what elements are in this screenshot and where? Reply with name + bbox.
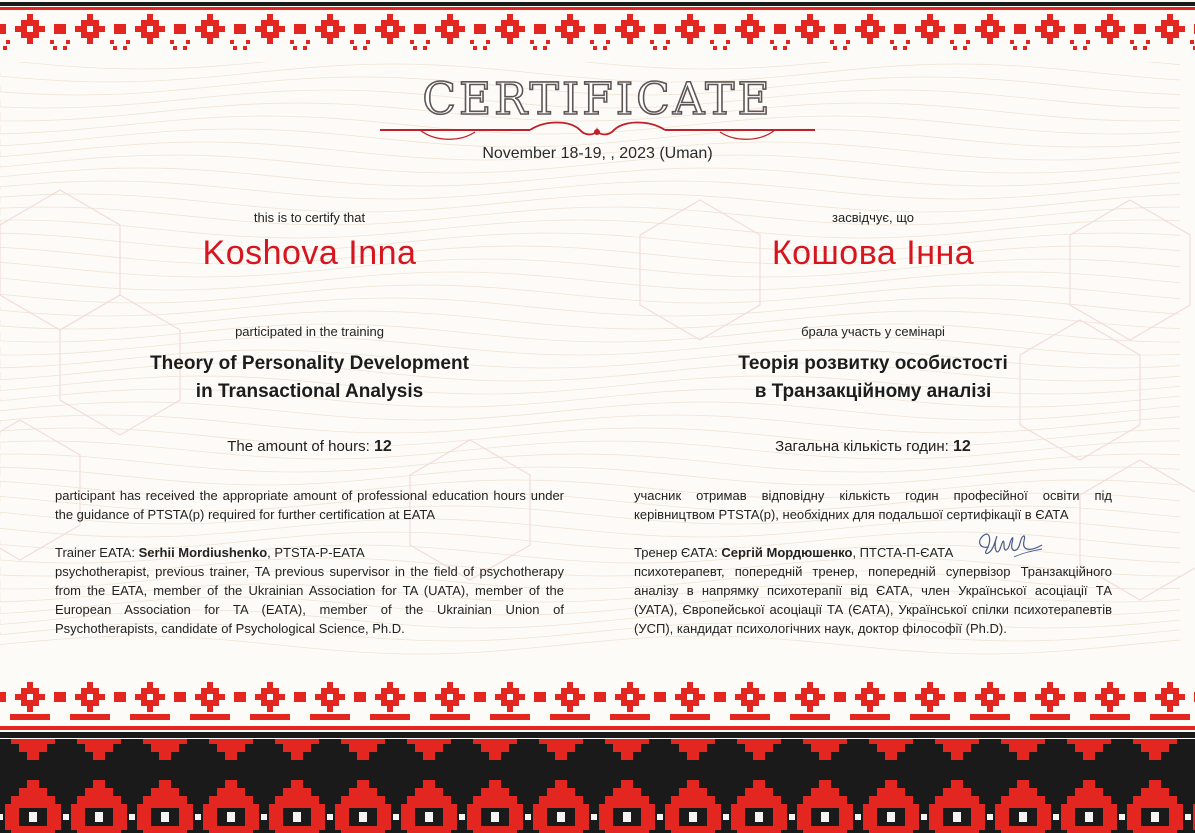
trainer-name-ua: Сергій Мордюшенко [721, 545, 853, 560]
education-text-ua: учасник отримав відповідну кількість годин професійної освіти під керівництвом PTSTA(p), необхідних для подальшої сертифікації в ЄАТА [634, 488, 1112, 522]
training-title [55, 350, 564, 406]
hours-value: 12 [373, 438, 392, 455]
training-title-ua-line-2: в Транзакційному аналізі [754, 381, 992, 402]
title-flourish-ornament [380, 120, 815, 144]
certificate-date: November 18-19, , 2023 (Uman) [482, 145, 713, 162]
recipient-name: Koshova Inna [202, 234, 417, 272]
trainer-title: , PTSTA-P-EATA [267, 545, 365, 560]
trainer-bio-ua: психотерапевт, попередній тренер, попередній супервізор Транзакційного аналізу в напрямку психотерапії від ЄАТА, член Української асоціації ТА (УАТА), Європейської асоціації ТА (ЄАТА), Української спілки психотерапевтів (УСП), кандидат психологічних наук, доктор філософії (Ph.D). [634, 564, 1112, 636]
trainer-name: Serhii Mordiushenko [138, 545, 268, 560]
hours-label-ua: Загальна кількість годин: [775, 438, 954, 455]
trainer-title-ua: , ПТСТА-П-ЄАТА [852, 545, 954, 560]
background-wave-line [0, 415, 1180, 433]
background-wave-line [0, 298, 1180, 316]
participated-text-ua: брала участь у семінарі [801, 324, 945, 339]
bottom-ornament-border [0, 676, 1195, 833]
top-ornament-border [0, 0, 1195, 62]
certify-text-ua: засвідчує, що [832, 210, 914, 225]
training-title-line-1: Theory of Personality Development [150, 353, 469, 374]
trainer-label-ua: Тренер ЄАТА: [634, 545, 722, 560]
hours-line-ua [634, 438, 1112, 456]
recipient-name-ua: Кошова Інна [771, 234, 975, 272]
training-title-line-2: in Transactional Analysis [195, 381, 424, 402]
trainer-line [55, 543, 564, 562]
trainer-block [55, 543, 564, 638]
trainer-label: Trainer EATA: [55, 545, 139, 560]
background-wave-line [0, 272, 1180, 290]
background-wave-line [0, 636, 1180, 654]
hours-line [55, 438, 564, 456]
participated-text: participated in the training [235, 324, 384, 339]
background-wave-line [0, 285, 1180, 303]
background-wave-line [0, 454, 1180, 472]
background-wave-line [0, 181, 1180, 199]
signature-image [974, 527, 1044, 565]
training-title-ua [634, 350, 1112, 406]
hours-label: The amount of hours: [227, 438, 374, 455]
certify-text: this is to certify that [253, 210, 366, 225]
background-wave-line [0, 467, 1180, 485]
trainer-bio: psychotherapist, previous trainer, TA previous supervisor in the field of psychotherapy from the EATA, member of the Ukrainian Association for TA (UATA), member of the European Association for TA (EATA), member of the Ukrainian Union of Psychotherapists, candidate of Psychological Science, Ph.D. [55, 564, 564, 636]
education-text: participant has received the appropriate amount of professional education hours under the guidance of PTSTA(p) required for further certification at EATA [55, 488, 564, 522]
training-title-ua-line-1: Теорія розвитку особистості [738, 353, 1008, 374]
hours-value-ua: 12 [953, 438, 971, 455]
certificate-title: CERTIFICATE [422, 74, 773, 125]
